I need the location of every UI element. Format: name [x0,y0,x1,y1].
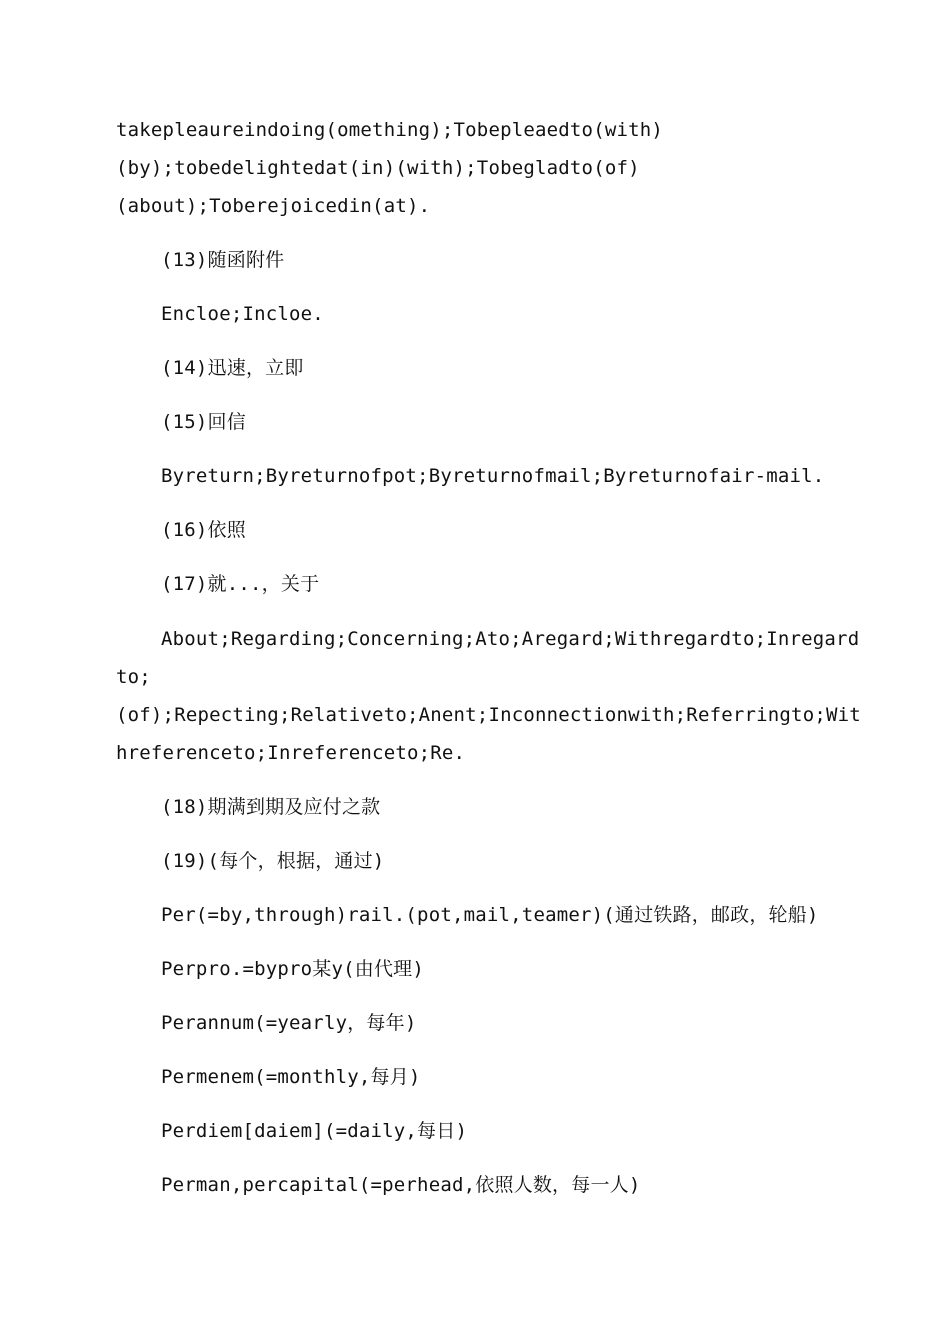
section-heading: (16)依照 [161,519,246,541]
text-line: takepleaureindoing(omething);Tobepleaedto(with) [116,119,664,141]
section-heading: (17)就...，关于 [161,573,320,595]
text-line: Perpro.=bypro某y(由代理) [161,958,425,980]
text-line: About;Regarding;Concerning;Ato;Aregard;Withregardto;Inregard [161,628,860,650]
text-line: hreferenceto;Inreferenceto;Re. [116,742,466,764]
text-line: Perannum(=yearly，每年) [161,1012,417,1034]
text-line: Perdiem[daiem](=daily,每日) [161,1120,468,1142]
section-heading: (14)迅速，立即 [161,357,304,379]
text-line: Perman,percapital(=perhead,依照人数，每一人) [161,1174,641,1196]
section-heading: (18)期满到期及应付之款 [161,796,381,818]
text-line: (by);tobedelightedat(in)(with);Tobegladto(of) [116,157,640,179]
text-line: (about);Toberejoicedin(at). [116,195,431,217]
text-line: Byreturn;Byreturnofpot;Byreturnofmail;Byreturnofair-mail. [161,465,825,487]
section-heading: (13)随函附件 [161,249,285,271]
text-line: Encloe;Incloe. [161,303,324,325]
text-line: (of);Repecting;Relativeto;Anent;Inconnectionwith;Referringto;Wit [116,704,861,726]
text-line: Permenem(=monthly,每月) [161,1066,421,1088]
section-heading: (15)回信 [161,411,246,433]
text-line: to; [116,666,151,688]
text-line: Per(=by,through)rail.(pot,mail,teamer)(通过铁路，邮政，轮船) [161,904,819,926]
section-heading: (19)(每个，根据，通过) [161,850,385,872]
